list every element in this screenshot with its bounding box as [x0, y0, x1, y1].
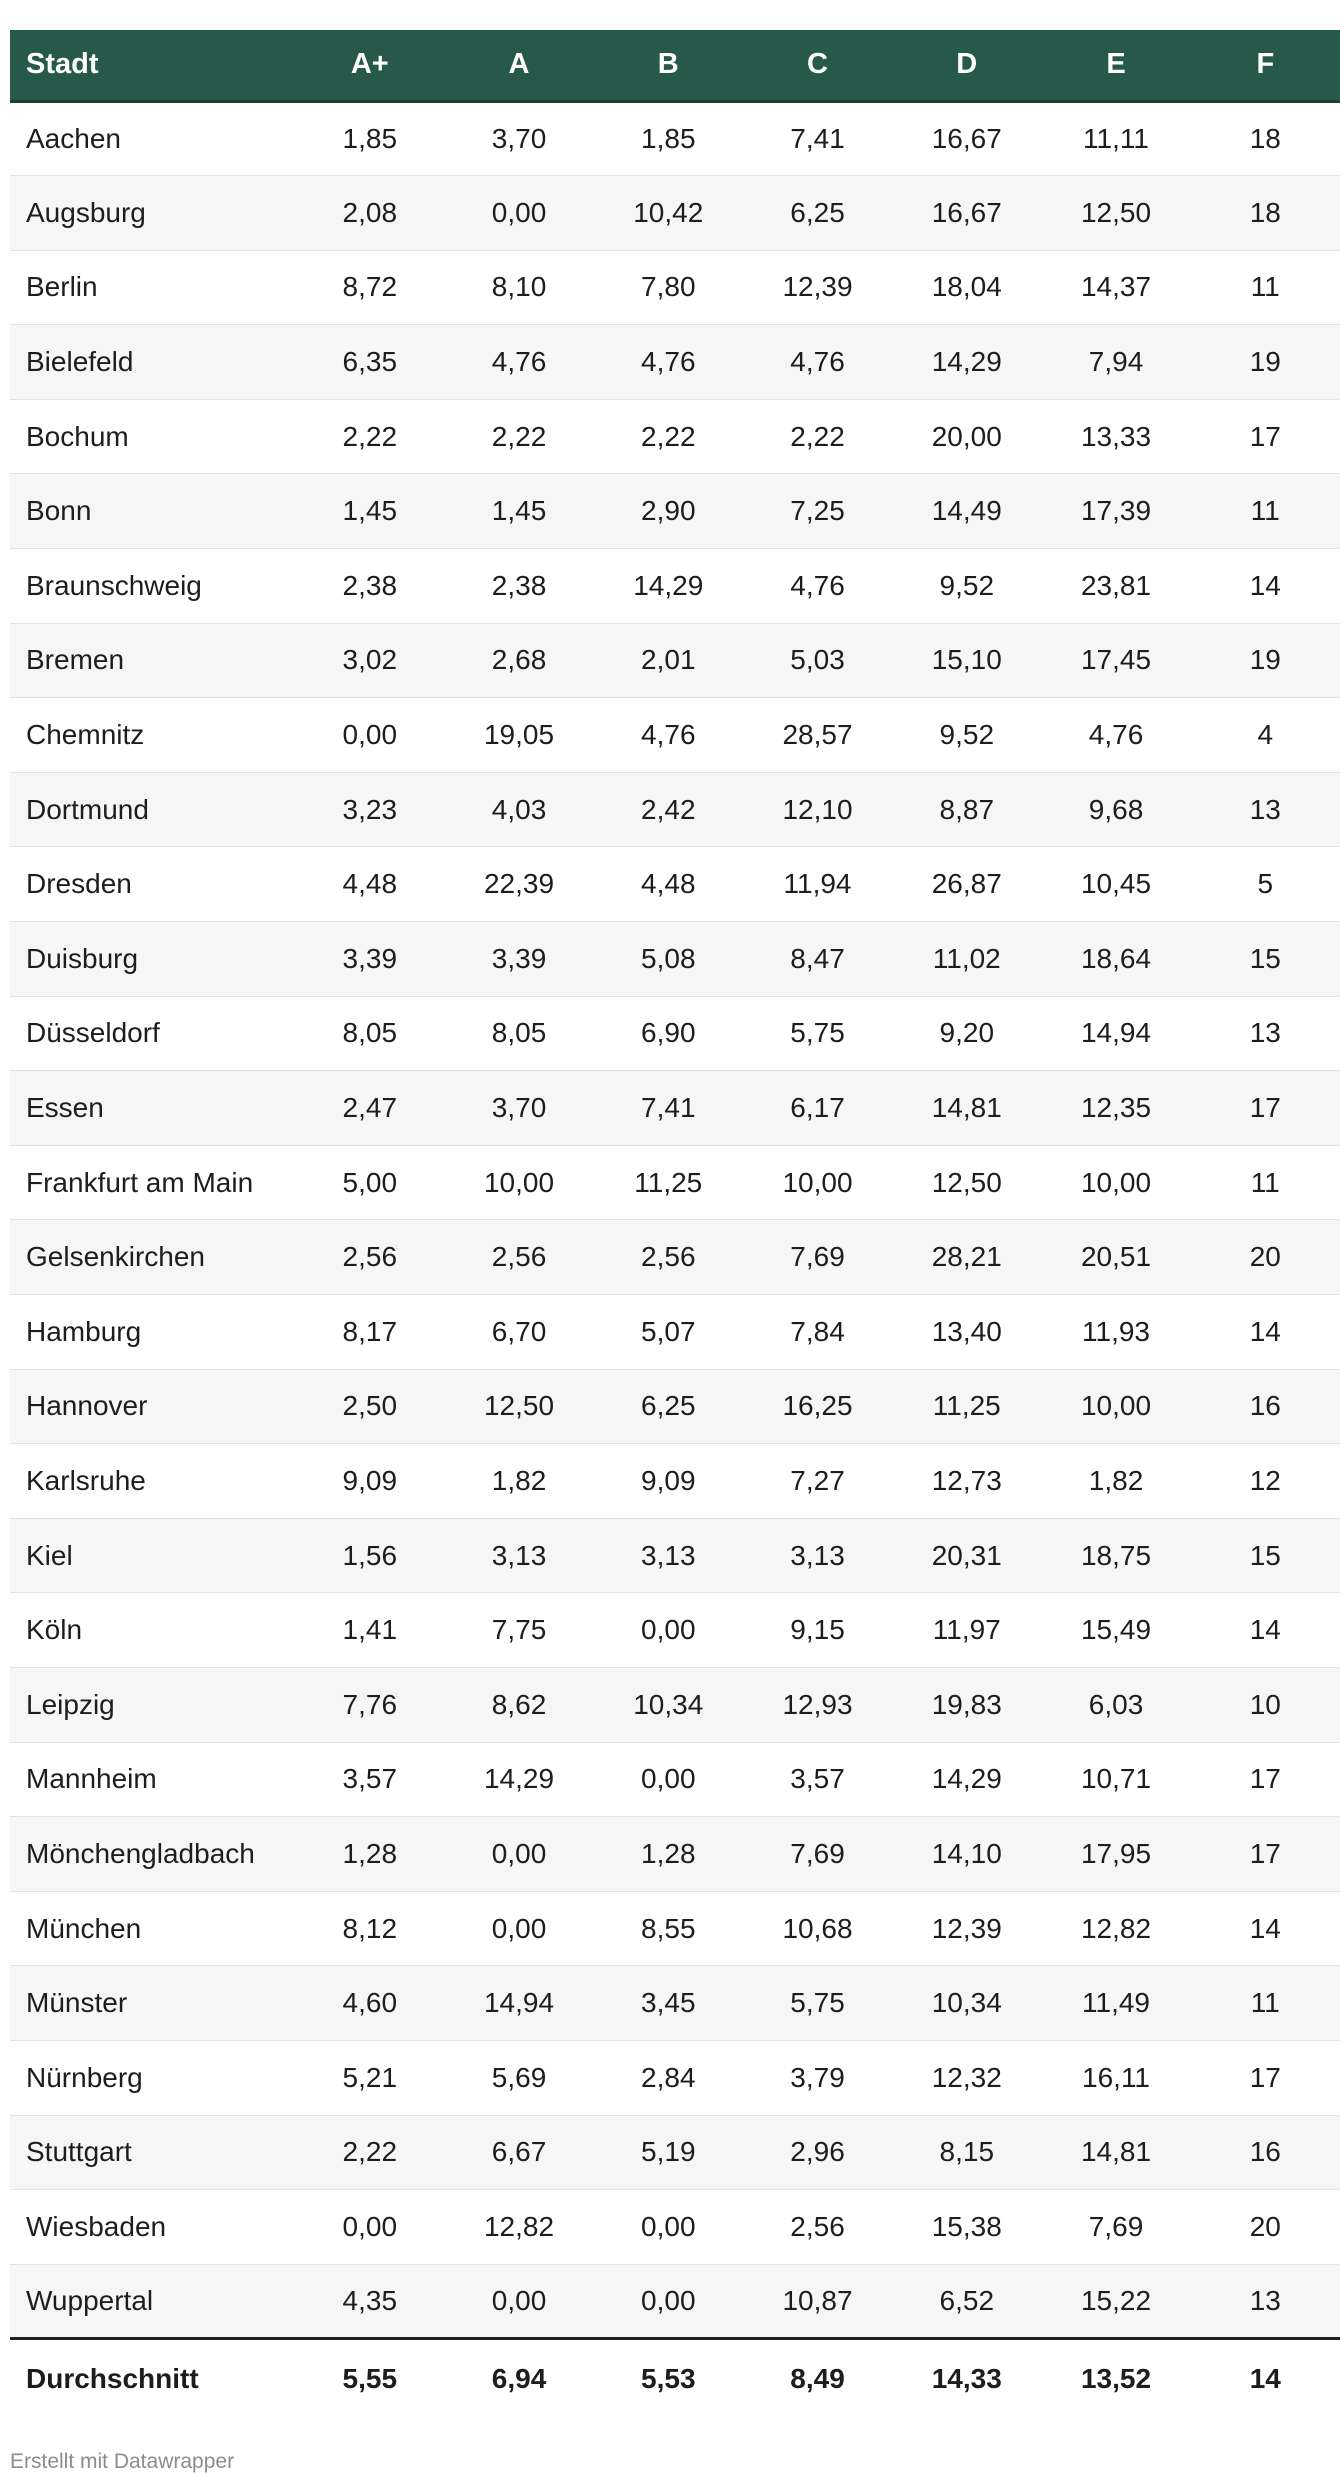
- value-cell: 16,67: [892, 176, 1041, 251]
- value-cell: 19: [1191, 623, 1340, 698]
- value-cell: 2,56: [743, 2190, 892, 2265]
- city-cell: Münster: [10, 1966, 295, 2041]
- value-cell: 3,13: [444, 1518, 593, 1593]
- table-row: [10, 399, 1340, 474]
- value-cell: 12,39: [892, 1891, 1041, 1966]
- value-cell: 6,25: [743, 176, 892, 251]
- value-cell: 0,00: [594, 1593, 743, 1668]
- city-cell: Leipzig: [10, 1667, 295, 1742]
- value-cell: 1,82: [1041, 1444, 1190, 1519]
- table-row: [10, 474, 1340, 549]
- value-cell: 11,97: [892, 1593, 1041, 1668]
- city-cell: Bremen: [10, 623, 295, 698]
- value-cell: 2,56: [594, 1220, 743, 1295]
- value-cell: 7,84: [743, 1295, 892, 1370]
- column-header-2: A: [444, 30, 593, 101]
- value-cell: 4,76: [444, 325, 593, 400]
- value-cell: 5,75: [743, 996, 892, 1071]
- city-cell: Kiel: [10, 1518, 295, 1593]
- value-cell: 12,82: [444, 2190, 593, 2265]
- value-cell: 20,00: [892, 399, 1041, 474]
- value-cell: 14: [1191, 549, 1340, 624]
- value-cell: 15: [1191, 922, 1340, 997]
- city-cell: Bielefeld: [10, 325, 295, 400]
- value-cell: 10,00: [1041, 1369, 1190, 1444]
- table-row: [10, 2190, 1340, 2265]
- value-cell: 19: [1191, 325, 1340, 400]
- value-cell: 9,09: [594, 1444, 743, 1519]
- value-cell: 1,28: [295, 1817, 444, 1892]
- value-cell: 10,34: [892, 1966, 1041, 2041]
- value-cell: 2,90: [594, 474, 743, 549]
- column-header-3: B: [594, 30, 743, 101]
- value-cell: 12,10: [743, 772, 892, 847]
- value-cell: 7,69: [743, 1220, 892, 1295]
- table-row: [10, 325, 1340, 400]
- value-cell: 7,41: [594, 1071, 743, 1146]
- value-cell: 3,02: [295, 623, 444, 698]
- city-cell: Essen: [10, 1071, 295, 1146]
- table-row: [10, 2264, 1340, 2339]
- value-cell: 3,39: [295, 922, 444, 997]
- value-cell: 20: [1191, 2190, 1340, 2265]
- value-cell: 17,45: [1041, 623, 1190, 698]
- city-cell: Berlin: [10, 250, 295, 325]
- value-cell: 18,64: [1041, 922, 1190, 997]
- value-cell: 8,05: [295, 996, 444, 1071]
- value-cell: 18: [1191, 101, 1340, 176]
- value-cell: 14,94: [1041, 996, 1190, 1071]
- table-body: [10, 101, 1340, 2339]
- average-value: 5,53: [594, 2339, 743, 2418]
- table-row: [10, 1295, 1340, 1370]
- value-cell: 17: [1191, 1742, 1340, 1817]
- value-cell: 7,25: [743, 474, 892, 549]
- value-cell: 13: [1191, 996, 1340, 1071]
- value-cell: 12,32: [892, 2040, 1041, 2115]
- value-cell: 12,35: [1041, 1071, 1190, 1146]
- value-cell: 17: [1191, 399, 1340, 474]
- table-row: [10, 2115, 1340, 2190]
- value-cell: 11,25: [594, 1145, 743, 1220]
- value-cell: 8,72: [295, 250, 444, 325]
- value-cell: 0,00: [594, 2190, 743, 2265]
- value-cell: 20: [1191, 1220, 1340, 1295]
- value-cell: 3,13: [594, 1518, 743, 1593]
- value-cell: 6,70: [444, 1295, 593, 1370]
- table-footer: [10, 2339, 1340, 2418]
- value-cell: 8,87: [892, 772, 1041, 847]
- value-cell: 1,28: [594, 1817, 743, 1892]
- value-cell: 3,57: [295, 1742, 444, 1817]
- city-cell: Augsburg: [10, 176, 295, 251]
- city-cell: Hamburg: [10, 1295, 295, 1370]
- value-cell: 4,76: [743, 325, 892, 400]
- value-cell: 10,00: [743, 1145, 892, 1220]
- value-cell: 8,62: [444, 1667, 593, 1742]
- city-cell: Gelsenkirchen: [10, 1220, 295, 1295]
- value-cell: 5,07: [594, 1295, 743, 1370]
- value-cell: 7,69: [1041, 2190, 1190, 2265]
- average-value: 5,55: [295, 2339, 444, 2418]
- city-cell: München: [10, 1891, 295, 1966]
- city-cell: Bochum: [10, 399, 295, 474]
- average-value: 14: [1191, 2339, 1340, 2418]
- city-cell: Frankfurt am Main: [10, 1145, 295, 1220]
- value-cell: 16,25: [743, 1369, 892, 1444]
- value-cell: 26,87: [892, 847, 1041, 922]
- value-cell: 2,22: [743, 399, 892, 474]
- value-cell: 18,04: [892, 250, 1041, 325]
- value-cell: 5,75: [743, 1966, 892, 2041]
- value-cell: 1,85: [594, 101, 743, 176]
- value-cell: 5: [1191, 847, 1340, 922]
- value-cell: 9,15: [743, 1593, 892, 1668]
- value-cell: 2,42: [594, 772, 743, 847]
- value-cell: 15,10: [892, 623, 1041, 698]
- value-cell: 17,39: [1041, 474, 1190, 549]
- value-cell: 28,21: [892, 1220, 1041, 1295]
- value-cell: 3,79: [743, 2040, 892, 2115]
- value-cell: 11: [1191, 1145, 1340, 1220]
- value-cell: 20,31: [892, 1518, 1041, 1593]
- table-row: [10, 1369, 1340, 1444]
- city-cell: Nürnberg: [10, 2040, 295, 2115]
- city-cell: Chemnitz: [10, 698, 295, 773]
- table-row: [10, 176, 1340, 251]
- city-cell: Wiesbaden: [10, 2190, 295, 2265]
- column-header-5: D: [892, 30, 1041, 101]
- value-cell: 6,03: [1041, 1667, 1190, 1742]
- value-cell: 0,00: [295, 698, 444, 773]
- value-cell: 2,56: [295, 1220, 444, 1295]
- value-cell: 5,00: [295, 1145, 444, 1220]
- value-cell: 2,47: [295, 1071, 444, 1146]
- value-cell: 9,09: [295, 1444, 444, 1519]
- city-cell: Düsseldorf: [10, 996, 295, 1071]
- value-cell: 13: [1191, 772, 1340, 847]
- table-row: [10, 1742, 1340, 1817]
- value-cell: 0,00: [444, 1817, 593, 1892]
- value-cell: 17: [1191, 1817, 1340, 1892]
- city-cell: Mannheim: [10, 1742, 295, 1817]
- table-row: [10, 101, 1340, 176]
- value-cell: 4,48: [295, 847, 444, 922]
- value-cell: 7,75: [444, 1593, 593, 1668]
- value-cell: 12,39: [743, 250, 892, 325]
- value-cell: 14,37: [1041, 250, 1190, 325]
- value-cell: 11,94: [743, 847, 892, 922]
- table-row: [10, 1966, 1340, 2041]
- value-cell: 16,67: [892, 101, 1041, 176]
- header-row: [10, 30, 1340, 101]
- value-cell: 20,51: [1041, 1220, 1190, 1295]
- value-cell: 0,00: [444, 2264, 593, 2339]
- value-cell: 14,94: [444, 1966, 593, 2041]
- value-cell: 2,96: [743, 2115, 892, 2190]
- value-cell: 4,03: [444, 772, 593, 847]
- value-cell: 9,20: [892, 996, 1041, 1071]
- value-cell: 16: [1191, 1369, 1340, 1444]
- column-header-1: A+: [295, 30, 444, 101]
- value-cell: 2,08: [295, 176, 444, 251]
- value-cell: 0,00: [594, 2264, 743, 2339]
- value-cell: 6,67: [444, 2115, 593, 2190]
- value-cell: 12,93: [743, 1667, 892, 1742]
- column-header-6: E: [1041, 30, 1190, 101]
- value-cell: 23,81: [1041, 549, 1190, 624]
- value-cell: 3,57: [743, 1742, 892, 1817]
- value-cell: 1,41: [295, 1593, 444, 1668]
- value-cell: 22,39: [444, 847, 593, 922]
- average-value: 14,33: [892, 2339, 1041, 2418]
- value-cell: 8,17: [295, 1295, 444, 1370]
- value-cell: 11: [1191, 1966, 1340, 2041]
- value-cell: 15,49: [1041, 1593, 1190, 1668]
- value-cell: 16: [1191, 2115, 1340, 2190]
- average-row: [10, 2339, 1340, 2418]
- table-row: [10, 2040, 1340, 2115]
- value-cell: 12,50: [444, 1369, 593, 1444]
- value-cell: 4,76: [743, 549, 892, 624]
- table-header: [10, 30, 1340, 101]
- value-cell: 3,70: [444, 101, 593, 176]
- value-cell: 19,83: [892, 1667, 1041, 1742]
- value-cell: 14,10: [892, 1817, 1041, 1892]
- value-cell: 18,75: [1041, 1518, 1190, 1593]
- value-cell: 13: [1191, 2264, 1340, 2339]
- table-row: [10, 922, 1340, 997]
- average-label: Durchschnitt: [10, 2339, 295, 2418]
- table-row: [10, 847, 1340, 922]
- value-cell: 7,41: [743, 101, 892, 176]
- value-cell: 14,49: [892, 474, 1041, 549]
- city-cell: Karlsruhe: [10, 1444, 295, 1519]
- table-row: [10, 1220, 1340, 1295]
- value-cell: 2,22: [295, 2115, 444, 2190]
- value-cell: 4,76: [594, 325, 743, 400]
- value-cell: 3,39: [444, 922, 593, 997]
- value-cell: 2,22: [594, 399, 743, 474]
- value-cell: 14: [1191, 1295, 1340, 1370]
- value-cell: 7,94: [1041, 325, 1190, 400]
- city-cell: Wuppertal: [10, 2264, 295, 2339]
- city-cell: Hannover: [10, 1369, 295, 1444]
- value-cell: 6,25: [594, 1369, 743, 1444]
- value-cell: 4,76: [594, 698, 743, 773]
- value-cell: 1,45: [444, 474, 593, 549]
- value-cell: 5,08: [594, 922, 743, 997]
- value-cell: 14,29: [594, 549, 743, 624]
- value-cell: 14,29: [444, 1742, 593, 1817]
- value-cell: 14,29: [892, 325, 1041, 400]
- value-cell: 11,11: [1041, 101, 1190, 176]
- value-cell: 1,45: [295, 474, 444, 549]
- value-cell: 13,40: [892, 1295, 1041, 1370]
- value-cell: 7,27: [743, 1444, 892, 1519]
- value-cell: 5,03: [743, 623, 892, 698]
- value-cell: 6,35: [295, 325, 444, 400]
- value-cell: 9,52: [892, 698, 1041, 773]
- value-cell: 8,55: [594, 1891, 743, 1966]
- value-cell: 15,38: [892, 2190, 1041, 2265]
- value-cell: 4: [1191, 698, 1340, 773]
- value-cell: 6,17: [743, 1071, 892, 1146]
- value-cell: 17: [1191, 1071, 1340, 1146]
- value-cell: 11: [1191, 474, 1340, 549]
- value-cell: 1,56: [295, 1518, 444, 1593]
- table-row: [10, 250, 1340, 325]
- value-cell: 0,00: [444, 1891, 593, 1966]
- table-row: [10, 1593, 1340, 1668]
- value-cell: 8,47: [743, 922, 892, 997]
- value-cell: 12,50: [892, 1145, 1041, 1220]
- city-cell: Dresden: [10, 847, 295, 922]
- table-row: [10, 1817, 1340, 1892]
- value-cell: 3,13: [743, 1518, 892, 1593]
- value-cell: 16,11: [1041, 2040, 1190, 2115]
- table-row: [10, 1145, 1340, 1220]
- value-cell: 6,52: [892, 2264, 1041, 2339]
- value-cell: 2,50: [295, 1369, 444, 1444]
- value-cell: 1,82: [444, 1444, 593, 1519]
- value-cell: 12: [1191, 1444, 1340, 1519]
- value-cell: 12,50: [1041, 176, 1190, 251]
- value-cell: 3,70: [444, 1071, 593, 1146]
- city-cell: Duisburg: [10, 922, 295, 997]
- value-cell: 18: [1191, 176, 1340, 251]
- city-cell: Dortmund: [10, 772, 295, 847]
- city-cell: Braunschweig: [10, 549, 295, 624]
- value-cell: 0,00: [295, 2190, 444, 2265]
- value-cell: 13,33: [1041, 399, 1190, 474]
- value-cell: 5,19: [594, 2115, 743, 2190]
- value-cell: 6,90: [594, 996, 743, 1071]
- value-cell: 3,45: [594, 1966, 743, 2041]
- value-cell: 7,80: [594, 250, 743, 325]
- table-row: [10, 549, 1340, 624]
- value-cell: 17,95: [1041, 1817, 1190, 1892]
- value-cell: 2,68: [444, 623, 593, 698]
- value-cell: 10,68: [743, 1891, 892, 1966]
- table-row: [10, 996, 1340, 1071]
- table-row: [10, 1891, 1340, 1966]
- value-cell: 10,34: [594, 1667, 743, 1742]
- value-cell: 17: [1191, 2040, 1340, 2115]
- value-cell: 2,01: [594, 623, 743, 698]
- value-cell: 2,56: [444, 1220, 593, 1295]
- column-header-7: F: [1191, 30, 1340, 101]
- value-cell: 11: [1191, 250, 1340, 325]
- value-cell: 4,48: [594, 847, 743, 922]
- value-cell: 15: [1191, 1518, 1340, 1593]
- table-row: [10, 1667, 1340, 1742]
- value-cell: 8,10: [444, 250, 593, 325]
- value-cell: 10: [1191, 1667, 1340, 1742]
- value-cell: 2,38: [295, 549, 444, 624]
- city-cell: Stuttgart: [10, 2115, 295, 2190]
- value-cell: 14,81: [892, 1071, 1041, 1146]
- value-cell: 2,22: [444, 399, 593, 474]
- value-cell: 28,57: [743, 698, 892, 773]
- value-cell: 0,00: [444, 176, 593, 251]
- value-cell: 4,76: [1041, 698, 1190, 773]
- value-cell: 7,69: [743, 1817, 892, 1892]
- data-table: [10, 30, 1340, 2418]
- value-cell: 11,49: [1041, 1966, 1190, 2041]
- value-cell: 14: [1191, 1593, 1340, 1668]
- value-cell: 11,93: [1041, 1295, 1190, 1370]
- average-value: 13,52: [1041, 2339, 1190, 2418]
- value-cell: 5,69: [444, 2040, 593, 2115]
- table-row: [10, 1444, 1340, 1519]
- value-cell: 9,68: [1041, 772, 1190, 847]
- value-cell: 8,15: [892, 2115, 1041, 2190]
- value-cell: 0,00: [594, 1742, 743, 1817]
- table-row: [10, 1071, 1340, 1146]
- value-cell: 11,02: [892, 922, 1041, 997]
- table-row: [10, 772, 1340, 847]
- table-row: [10, 1518, 1340, 1593]
- city-cell: Aachen: [10, 101, 295, 176]
- value-cell: 14,29: [892, 1742, 1041, 1817]
- city-cell: Mönchengladbach: [10, 1817, 295, 1892]
- value-cell: 15,22: [1041, 2264, 1190, 2339]
- column-header-stadt: Stadt: [10, 30, 295, 101]
- value-cell: 10,71: [1041, 1742, 1190, 1817]
- value-cell: 12,82: [1041, 1891, 1190, 1966]
- column-header-4: C: [743, 30, 892, 101]
- data-table-container: [10, 30, 1281, 2418]
- average-value: 8,49: [743, 2339, 892, 2418]
- value-cell: 7,76: [295, 1667, 444, 1742]
- value-cell: 10,87: [743, 2264, 892, 2339]
- value-cell: 14: [1191, 1891, 1340, 1966]
- value-cell: 4,35: [295, 2264, 444, 2339]
- table-row: [10, 623, 1340, 698]
- value-cell: 9,52: [892, 549, 1041, 624]
- value-cell: 3,23: [295, 772, 444, 847]
- value-cell: 10,45: [1041, 847, 1190, 922]
- credit-text: Erstellt mit Datawrapper: [10, 2450, 235, 2473]
- value-cell: 2,84: [594, 2040, 743, 2115]
- value-cell: 2,22: [295, 399, 444, 474]
- average-value: 6,94: [444, 2339, 593, 2418]
- value-cell: 10,42: [594, 176, 743, 251]
- city-cell: Bonn: [10, 474, 295, 549]
- value-cell: 8,12: [295, 1891, 444, 1966]
- value-cell: 4,60: [295, 1966, 444, 2041]
- value-cell: 11,25: [892, 1369, 1041, 1444]
- value-cell: 10,00: [444, 1145, 593, 1220]
- value-cell: 14,81: [1041, 2115, 1190, 2190]
- value-cell: 1,85: [295, 101, 444, 176]
- city-cell: Köln: [10, 1593, 295, 1668]
- value-cell: 10,00: [1041, 1145, 1190, 1220]
- table-row: [10, 698, 1340, 773]
- value-cell: 2,38: [444, 549, 593, 624]
- value-cell: 12,73: [892, 1444, 1041, 1519]
- value-cell: 5,21: [295, 2040, 444, 2115]
- value-cell: 8,05: [444, 996, 593, 1071]
- value-cell: 19,05: [444, 698, 593, 773]
